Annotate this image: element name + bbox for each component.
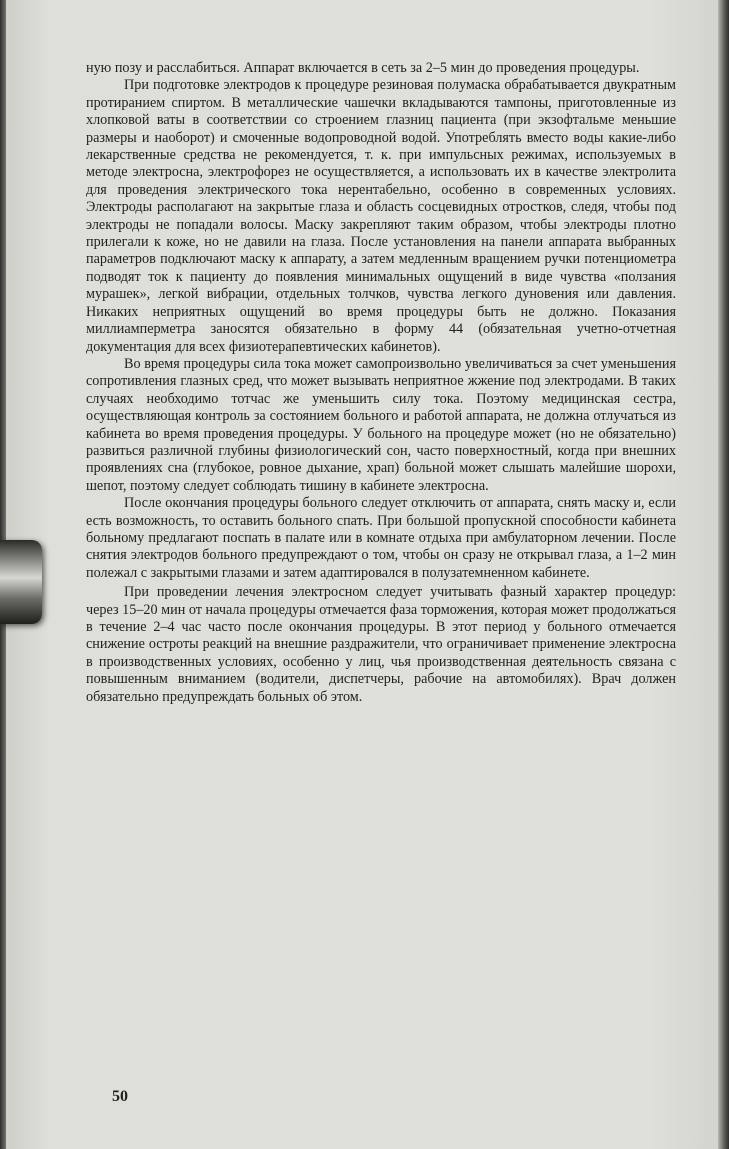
page-edge-shadow [718, 0, 729, 1149]
paragraph-current-control: Во время процедуры сила тока может самопроизвольно увеличиваться за счет уменьшения сопротивления глазных сред, что может вызывать неприятное жжение под электродами. В таких случаях необходимо тотчас же уменьшить силу тока. Поэтому медицинская сестра, осуществляющая контроль за состоянием больного и работой аппарата, не должна отлучаться из кабинета во время проведения процедуры. У больного на процедуре может (но не обязательно) развиться различной глубины физиологический сон, часто поверхностный, когда при внешних проявлениях сна (глубокое, ровное дыхание, храп) больной может слышать малейшие шорохи, шепот, поэтому следует соблюдать тишину в кабинете электросна. [86, 355, 676, 494]
binder-clip [0, 540, 42, 624]
page-number: 50 [112, 1088, 128, 1105]
paragraph-continuation: ную позу и расслабиться. Аппарат включается в сеть за 2–5 мин до проведения процедуры. [86, 60, 640, 76]
book-page [6, 0, 718, 1149]
paragraph-phase-character: При проведении лечения электросном следует учитывать фазный характер процедур: через 15–20 мин от начала процедуры отмечается фаза торможения, которая может продолжаться в течение 2–4 час часто после окончания процедуры. В этот период у больного отмечается снижение остроты реакций на внешние раздражители, что ограничивает применение электросна в производственных условиях, особенно у лиц, чья производственная деятельность связана с повышенным вниманием (водители, диспетчеры, рабочие на автомобилях). Врач должен обязательно предупреждать больных об этом. [86, 584, 676, 705]
paragraph-procedure-end: После окончания процедуры больного следует отключить от аппарата, снять маску и, если есть возможность, то оставить больного спать. При большой пропускной способности кабинета больному предлагают поспать в палате или в комнате отдыха при амбулаторном лечении. После снятия электродов больного предупреждают о том, чтобы он сразу не открывал глаза, а 1–2 мин полежал с закрытыми глазами и затем адаптировался в полузатемненном кабинете. [86, 495, 676, 581]
body-text [86, 60, 676, 706]
paragraph-electrode-preparation: При подготовке электродов к процедуре резиновая полумаска обрабатывается двукратным протиранием спиртом. В металлические чашечки вкладываются тампоны, приготовленные из хлопковой ваты в соответствии со строением глазниц пациента (при экзофтальме меньшие размеры и наоборот) и смоченные водопроводной водой. Употреблять вместо воды какие-либо лекарственные средства не рекомендуется, т. к. при импульсных режимах, используемых в методе электросна, электрофорез не осуществляется, а использовать их в качестве электролита для проведения электрического тока нерентабельно, особенно в современных условиях. Электроды располагают на закрытые глаза и область сосцевидных отростков, следя, чтобы под электроды не попадали волосы. Маску закрепляют таким образом, чтобы электроды плотно прилегали к коже, но не давили на глаза. После установления на панели аппарата выбранных параметров подключают маску к аппарату, а затем медленным вращением ручки потенциометра подводят ток к пациенту до появления минимальных ощущений в виде чувства «ползания мурашек», легкой вибрации, отдельных толчков, чувства легкого дуновения или давления. Никаких неприятных ощущений во время процедуры быть не должно. Показания миллиамперметра заносятся обязательно в форму 44 (обязательная учетно-отчетная документация для всех физиотерапевтических кабинетов). [86, 77, 676, 355]
